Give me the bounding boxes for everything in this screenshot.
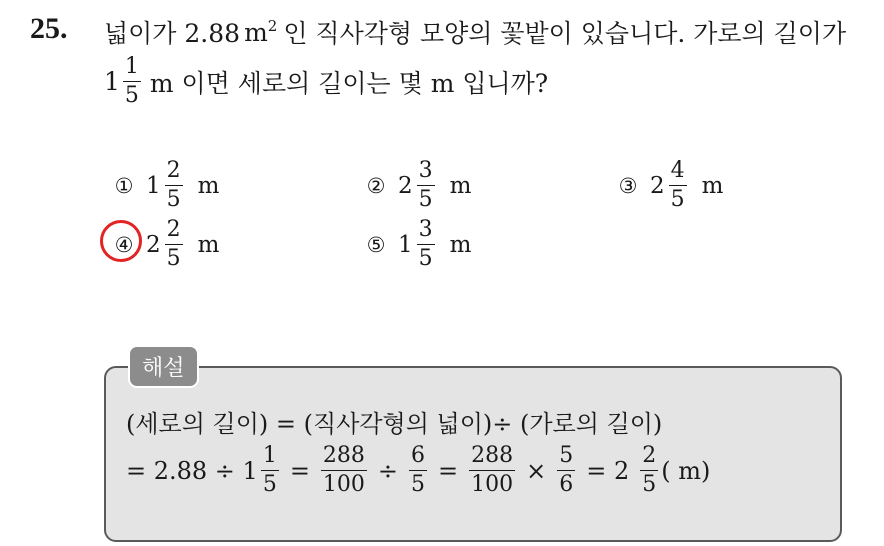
option-3-num: 4 bbox=[670, 158, 685, 183]
option-5[interactable] bbox=[364, 219, 471, 270]
option-3-fraction bbox=[669, 160, 687, 211]
option-3-unit: m bbox=[701, 172, 724, 199]
eq-fraction-3-num: 6 bbox=[411, 443, 426, 468]
option-5-num: 3 bbox=[418, 217, 433, 242]
eq-term-5: = 2 bbox=[586, 456, 630, 485]
question-line-2 bbox=[104, 56, 548, 107]
option-2[interactable] bbox=[364, 160, 471, 211]
eq-term-0: = 2.88 ÷ 1 bbox=[126, 456, 258, 485]
eq-fraction-4 bbox=[469, 445, 515, 496]
explanation-text-1: (세로의 길이) = (직사각형의 넓이)÷ (가로의 길이) bbox=[126, 410, 663, 438]
question-text-line2: m 이면 세로의 길이는 몇 m 입니까? bbox=[149, 68, 549, 98]
eq-fraction-1 bbox=[261, 445, 279, 496]
eq-fraction-5-num: 5 bbox=[559, 443, 574, 468]
question-text-area: 넓이가 2.88 bbox=[104, 19, 241, 48]
answer-circle-mark bbox=[100, 220, 142, 262]
option-1-fraction bbox=[165, 160, 183, 211]
area-exponent: 2 bbox=[267, 17, 278, 35]
eq-fraction-3 bbox=[409, 445, 427, 496]
option-4-fraction bbox=[165, 219, 183, 270]
eq-fraction-5 bbox=[557, 445, 575, 496]
question-line-1 bbox=[104, 14, 846, 50]
width-fraction-num: 1 bbox=[124, 54, 139, 79]
option-1[interactable] bbox=[112, 160, 219, 211]
eq-fraction-6-num: 2 bbox=[642, 443, 657, 468]
eq-fraction-6 bbox=[640, 445, 658, 496]
explanation-line-1 bbox=[126, 404, 662, 439]
eq-term-6: ( m) bbox=[661, 456, 711, 485]
option-1-unit: m bbox=[197, 172, 220, 199]
eq-term-3: = bbox=[438, 456, 459, 485]
area-unit: m bbox=[244, 17, 268, 47]
eq-fraction-2 bbox=[321, 445, 367, 496]
eq-fraction-2-num: 288 bbox=[322, 443, 365, 468]
option-5-fraction bbox=[417, 219, 435, 270]
option-2-den: 5 bbox=[418, 187, 433, 212]
option-1-mark: ① bbox=[114, 173, 134, 198]
option-2-whole: 2 bbox=[398, 172, 413, 199]
option-3[interactable] bbox=[616, 160, 723, 211]
eq-fraction-4-num: 288 bbox=[471, 443, 514, 468]
option-1-den: 5 bbox=[166, 187, 181, 212]
option-5-den: 5 bbox=[418, 246, 433, 271]
option-5-mark: ⑤ bbox=[366, 232, 386, 257]
eq-fraction-4-den: 100 bbox=[471, 472, 514, 497]
option-2-mark: ② bbox=[366, 173, 386, 198]
eq-term-1: = bbox=[289, 456, 310, 485]
option-1-whole: 1 bbox=[146, 172, 161, 199]
eq-fraction-1-num: 1 bbox=[262, 443, 277, 468]
question-text-rest: 인 직사각형 모양의 꽃밭이 있습니다. 가로의 길이가 bbox=[283, 19, 847, 48]
question-number: 25. bbox=[30, 12, 68, 45]
option-4-num: 2 bbox=[166, 217, 181, 242]
option-3-mark: ③ bbox=[618, 173, 638, 198]
option-4-mark: ④ bbox=[114, 232, 134, 257]
option-3-den: 5 bbox=[670, 187, 685, 212]
explanation-line-2 bbox=[126, 445, 710, 496]
eq-fraction-3-den: 5 bbox=[411, 472, 426, 497]
option-4-unit: m bbox=[197, 231, 220, 258]
eq-term-2: ÷ bbox=[377, 456, 399, 485]
option-2-fraction bbox=[417, 160, 435, 211]
option-4-den: 5 bbox=[166, 246, 181, 271]
eq-fraction-1-den: 5 bbox=[262, 472, 277, 497]
width-fraction-den: 5 bbox=[124, 83, 139, 108]
eq-fraction-2-den: 100 bbox=[322, 472, 365, 497]
option-4-whole: 2 bbox=[146, 231, 161, 258]
eq-term-4: × bbox=[526, 456, 547, 485]
option-5-unit: m bbox=[449, 231, 472, 258]
width-whole: 1 bbox=[104, 67, 120, 96]
explanation-tag: 해설 bbox=[128, 345, 199, 388]
option-2-num: 3 bbox=[418, 158, 433, 183]
eq-fraction-5-den: 6 bbox=[559, 472, 574, 497]
option-1-num: 2 bbox=[166, 158, 181, 183]
eq-fraction-6-den: 5 bbox=[642, 472, 657, 497]
option-3-whole: 2 bbox=[650, 172, 665, 199]
option-5-whole: 1 bbox=[398, 231, 413, 258]
option-2-unit: m bbox=[449, 172, 472, 199]
width-fraction bbox=[123, 56, 141, 107]
